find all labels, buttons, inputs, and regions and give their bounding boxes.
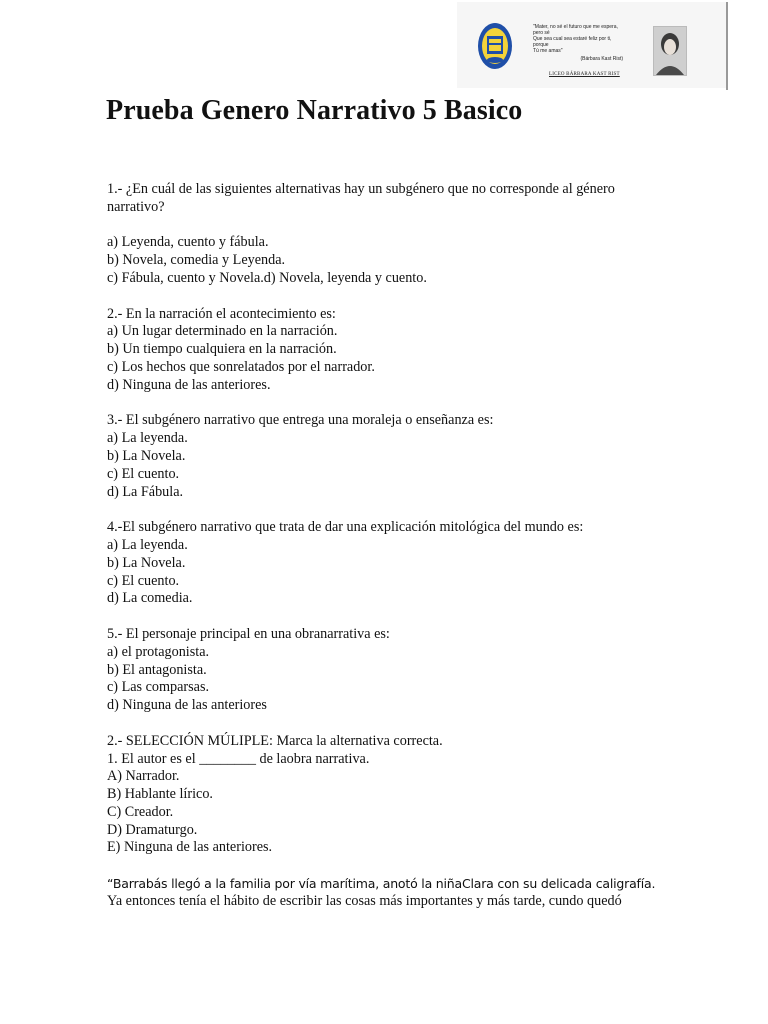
text-line: D) Dramaturgo.: [107, 821, 198, 838]
text-line: b) Un tiempo cualquiera en la narración.: [107, 341, 337, 358]
quote-line: "Mater, no sé el futuro que me espera, pero sé: [533, 24, 618, 36]
passage-line: Ya entonces tenía el hábito de escribir las cosas más importantes y más tarde, cundo quedó: [107, 892, 622, 909]
blank-line: [107, 288, 667, 306]
text-line: 5.- El personaje principal en una obranarrativa es:: [107, 625, 390, 642]
text-line: B) Hablante lírico.: [107, 786, 213, 803]
text-line: b) La Novela.: [107, 554, 186, 571]
exam-content: [107, 181, 667, 911]
quote-line: Tú me amas": [533, 48, 563, 54]
page-edge-divider: [726, 2, 728, 90]
text-line: b) Novela, comedia y Leyenda.: [107, 252, 286, 269]
text-line: 1. El autor es el ________ de laobra narrativa.: [107, 750, 370, 767]
text-line: 1.- ¿En cuál de las siguientes alternativas hay un subgénero que no corresponde al género: [107, 181, 615, 197]
passage-line: “Barrabás llegó a la familia por vía marítima, anotó la niñaClara con su delicada caligrafía.: [107, 876, 656, 892]
text-line: a) La leyenda.: [107, 536, 188, 553]
text-line: C) Creador.: [107, 803, 174, 820]
blank-line: [107, 217, 667, 235]
text-line: c) Fábula, cuento y Novela.d) Novela, leyenda y cuento.: [107, 269, 427, 286]
portrait-silhouette-icon: [654, 27, 686, 75]
text-line: c) El cuento.: [107, 465, 180, 482]
school-crest-icon: [477, 22, 513, 70]
text-line: 4.-El subgénero narrativo que trata de dar una explicación mitológica del mundo es:: [107, 519, 584, 536]
text-line: d) Ninguna de las anteriores: [107, 697, 267, 714]
founder-portrait: [653, 26, 687, 76]
school-letterhead: [457, 2, 727, 88]
blank-line: [107, 608, 667, 626]
text-line: d) Ninguna de las anteriores.: [107, 376, 271, 393]
text-line: A) Narrador.: [107, 768, 180, 785]
text-line: a) La leyenda.: [107, 430, 188, 447]
text-line: b) La Novela.: [107, 447, 186, 464]
text-line: E) Ninguna de las anteriores.: [107, 839, 273, 856]
text-line: a) Leyenda, cuento y fábula.: [107, 234, 269, 251]
page-title: Prueba Genero Narrativo 5 Basico: [106, 95, 523, 126]
text-line: 2.- SELECCIÓN MÚLIPLE: Marca la alternativa correcta.: [107, 732, 443, 749]
text-line: d) La comedia.: [107, 590, 193, 607]
text-line: 2.- En la narración el acontecimiento es:: [107, 305, 336, 322]
blank-line: [107, 395, 667, 413]
text-line: b) El antagonista.: [107, 661, 207, 678]
blank-line: [107, 715, 667, 733]
text-line: c) El cuento.: [107, 572, 180, 589]
blank-line: [107, 501, 667, 519]
header-quote: [533, 24, 623, 62]
text-line: c) Los hechos que sonrelatados por el narrador.: [107, 358, 375, 375]
text-line: narrativo?: [107, 198, 165, 215]
school-name: LICEO BÁRBARA KAST RIST: [549, 72, 620, 77]
blank-line: [107, 857, 667, 875]
text-line: d) La Fábula.: [107, 483, 184, 500]
text-line: c) Las comparsas.: [107, 679, 210, 696]
quote-author: (Bárbara Kast Rist): [580, 56, 623, 62]
text-line: 3.- El subgénero narrativo que entrega una moraleja o enseñanza es:: [107, 412, 494, 429]
text-line: a) el protagonista.: [107, 643, 210, 660]
text-line: a) Un lugar determinado en la narración.: [107, 323, 338, 340]
quote-line: Que sea cual sea estaré feliz por ti, porque: [533, 36, 612, 48]
